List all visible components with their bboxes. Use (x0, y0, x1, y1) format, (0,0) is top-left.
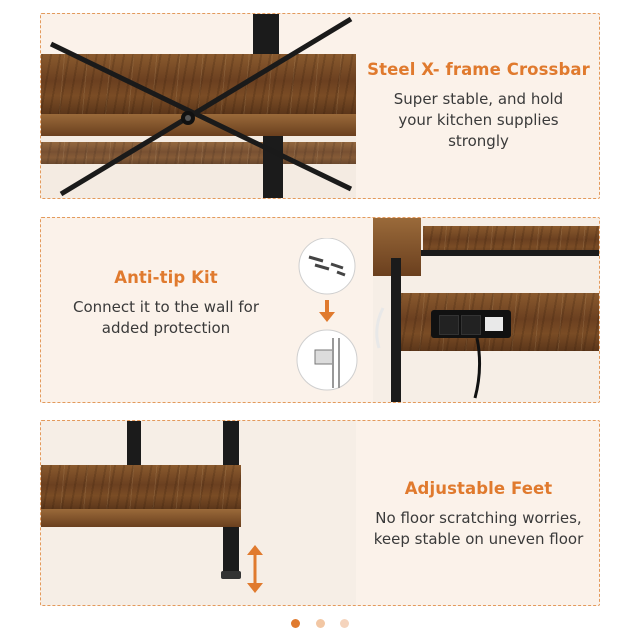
description-line: added protection (101, 319, 231, 337)
feature-title: Steel X- frame Crossbar (367, 60, 590, 79)
screws-icon (299, 238, 355, 294)
anti-tip-text (41, 268, 291, 339)
feature-card-anti-tip (40, 217, 600, 403)
description-line: Super stable, and hold (393, 90, 564, 108)
crossbar-photo (41, 14, 356, 199)
description-line: Connect it to the wall for (72, 298, 259, 316)
wall-anchor-icon (297, 330, 357, 390)
feature-description (356, 508, 600, 550)
arrow-down-icon (319, 300, 335, 322)
carousel-dot-2[interactable] (316, 619, 325, 628)
carousel-dot-3[interactable] (340, 619, 349, 628)
description-line: No floor scratching worries, (375, 509, 582, 527)
feature-description (356, 89, 600, 152)
anti-tip-photo (373, 218, 600, 403)
anti-tip-diagram (293, 238, 371, 398)
feature-description (41, 297, 291, 339)
feature-card-crossbar (40, 13, 600, 199)
description-line: keep stable on uneven floor (373, 530, 584, 548)
carousel-dot-1[interactable] (291, 619, 300, 628)
feature-title: Adjustable Feet (404, 479, 553, 498)
arrow-up-down-icon (245, 543, 265, 595)
description-line: your kitchen supplies (398, 111, 559, 129)
adjustable-feet-text (356, 479, 600, 550)
feature-card-adjustable-feet (40, 420, 600, 606)
carousel-pagination (0, 613, 640, 632)
description-line: strongly (448, 132, 509, 150)
crossbar-text (356, 60, 600, 152)
feature-title: Anti-tip Kit (114, 268, 218, 287)
adjustable-feet-photo (41, 421, 356, 606)
